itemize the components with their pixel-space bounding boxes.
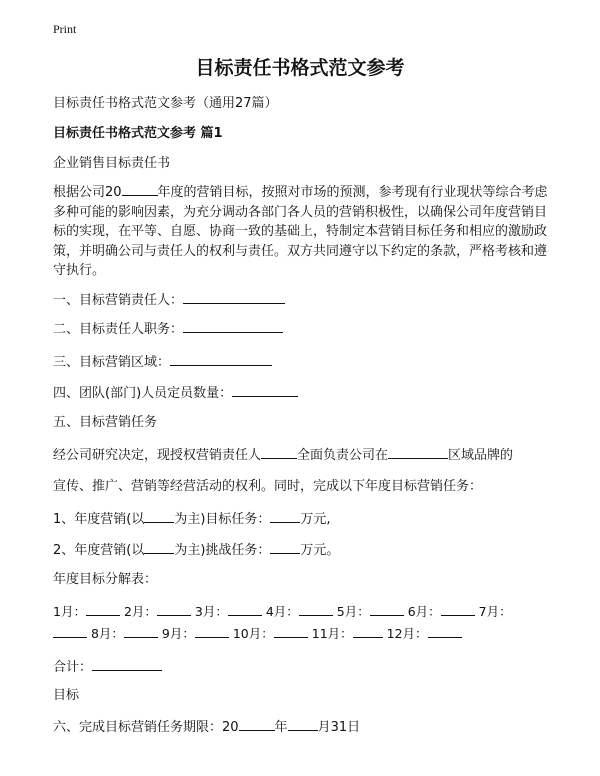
task1-product-blank [144,510,174,523]
month-blank [428,625,462,638]
deadline-month-blank [288,718,318,731]
task-target: 1、年度营销(以 为主)目标任务： 万元, [53,512,331,527]
document-name: 企业销售目标责任书 [53,156,171,171]
month-blank [228,603,262,616]
intro-text-start: 根据公司20 [53,185,122,200]
authorization-line-1: 经公司研究决定，现授权营销责任人 全面负责公司在 区域品牌的 [53,448,514,463]
month-label: 8月： [90,626,124,641]
month-blank [299,603,333,616]
month-label: 4月： [265,604,299,619]
task2-product-blank [144,541,174,554]
month-label: 7月： [478,604,512,619]
month-label: 5月： [336,604,370,619]
month-row-1 [53,603,512,619]
intro-text-rest: 年度的营销目标，按照对市场的预测，参考现有行业现状等综合考虑多种可能的影响因素，为充分调动各部门各人员的营销积极性，以确保公司年度营销目标的实现，在平等、自愿、协商一致的基础上，特制定本营销目标任务和相应的激励政策，并明确公司与责任人的权利与责任。双方共同遵守以下约定的条款，严格考核和遵守执行。 [53,185,548,278]
area-blank [388,446,448,459]
month-label: 1月： [53,604,86,619]
month-label: 3月： [194,604,228,619]
item-position: 二、目标责任人职务： [53,320,283,337]
month-blank [86,603,120,616]
month-label: 9月： [161,626,195,641]
position-blank [183,320,283,333]
month-label: 12月： [386,626,428,641]
month-blank [157,603,191,616]
headcount-blank [232,384,298,397]
task2-amount-blank [270,541,300,554]
month-row-2 [53,625,462,641]
month-blank [370,603,404,616]
month-blank [53,625,87,638]
manager-blank [261,446,297,459]
target-label: 目标 [53,688,80,703]
responsible-person-blank [183,291,285,304]
month-blank [124,625,158,638]
section-heading: 目标责任书格式范文参考 篇1 [53,126,223,141]
year-blank [122,184,158,196]
month-blank [353,625,383,638]
total-row: 合计： [53,658,162,675]
region-blank [170,353,272,366]
deadline-year-blank [239,718,275,731]
page-title: 目标责任书格式范文参考 [195,57,405,79]
month-blank [274,625,308,638]
total-blank [92,658,162,671]
month-blank [441,603,475,616]
month-blank [195,625,229,638]
month-label: 10月： [232,626,274,641]
item-headcount: 四、团队(部门)人员定员数量： [53,384,298,401]
month-label: 2月： [123,604,157,619]
subtitle: 目标责任书格式范文参考（通用27篇） [53,96,278,111]
item-region: 三、目标营销区域： [53,353,272,370]
breakdown-label: 年度目标分解表： [53,572,158,587]
month-label: 6月： [407,604,441,619]
task1-amount-blank [270,510,300,523]
deadline-row: 六、完成目标营销任务期限：20 年 月31日 [53,720,361,735]
item-responsible-person: 一、目标营销责任人： [53,291,285,308]
print-link[interactable]: Print [53,22,77,36]
authorization-line-2: 宣传、推广、营销等经营活动的权利。同时，完成以下年度目标营销任务： [53,479,483,494]
month-label: 11月： [311,626,353,641]
task-challenge: 2、年度营销(以 为主)挑战任务： 万元。 [53,543,340,558]
intro-paragraph [53,183,549,281]
item-targets: 五、目标营销任务 [53,415,158,430]
